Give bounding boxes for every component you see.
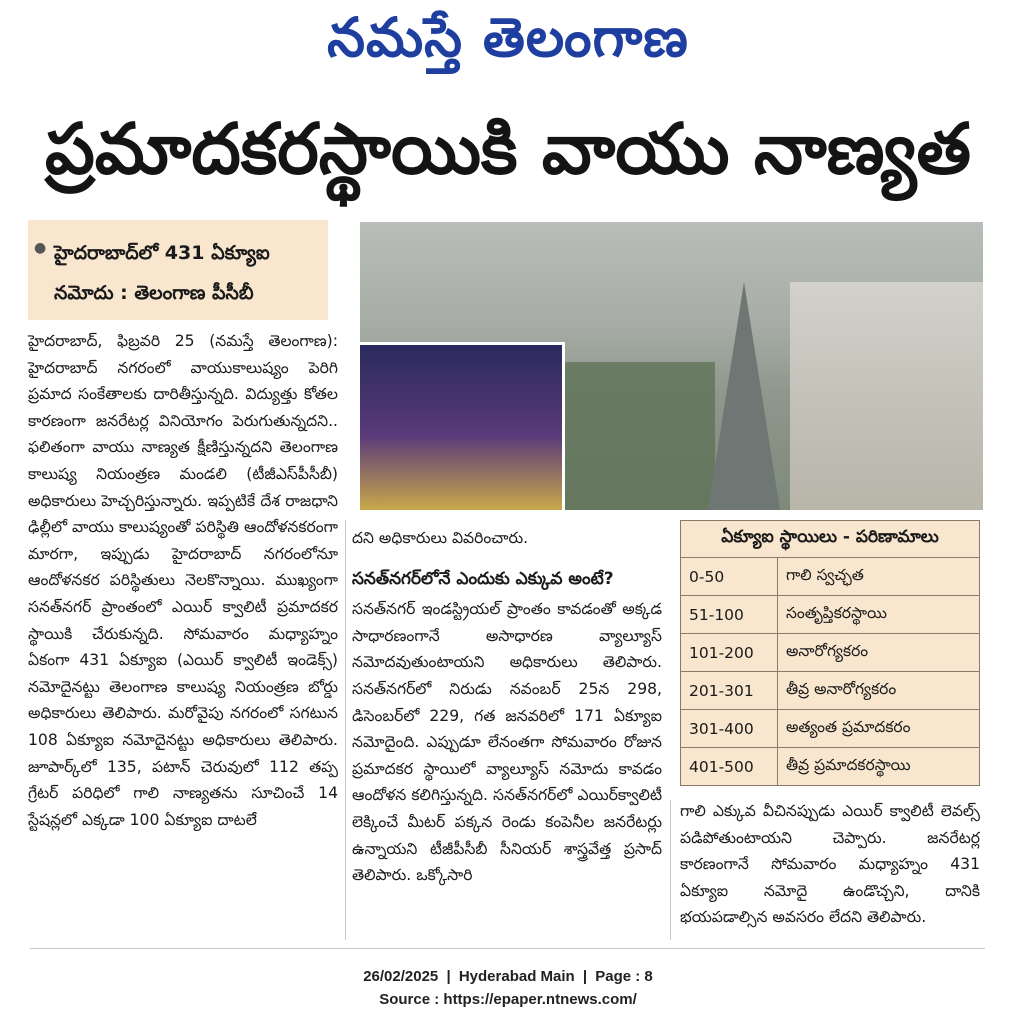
column-2-intro: దని అధికారులు వివరించారు. [352,529,529,547]
article-kicker [28,220,328,320]
aqi-label: గాలి స్వచ్ఛత [778,558,980,596]
article-column-2 [352,525,662,889]
column-divider [670,800,671,940]
footer-page: Page : 8 [595,968,653,985]
aqi-range: 401-500 [681,748,778,786]
photo-trees [565,362,715,510]
aqi-range: 101-200 [681,634,778,672]
article-headline: ప్రమాదకరస్థాయికి వాయు నాణ్యత [45,108,971,190]
article-subheading: సనత్‌నగర్‌లోనే ఎందుకు ఎక్కువ అంటే? [352,568,614,589]
bullet-icon: ● [34,240,47,256]
aqi-levels-table [680,520,980,786]
table-row [681,672,980,710]
aqi-label: సంతృప్తికరస్థాయి [778,596,980,634]
hyderabad-smog-photo [360,222,983,510]
photo-buildings [790,282,983,510]
column-divider [345,520,346,940]
column-2-text: సనత్‌నగర్ ఇండస్ట్రియల్ ప్రాంతం కావడంతో అక్కడ సాధారణంగానే అసాధారణ వ్యాల్యూస్ నమోదవుతుంటాయని అధికారులు తెలిపారు. సనత్‌నగర్‌లో నిరుడు నవంబర్ 25న 298, డిసెంబర్‌లో 229, గత జనవరిలో 171 ఏక్యూఐ నమోదైంది. ఎప్పుడూ లేనంతగా సోమవారం రోజున ప్రమాదకర స్థాయిలో వ్యాల్యూస్ నమోదు కావడం ఆందోళన కలిగిస్తున్నది. సనత్‌నగర్‌లో ఎయిర్‌క్వాలిటీ లెక్కించే మీటర్ పక్కన రెండు కంపెనీల జనరేటర్లు ఉన్నాయని టీజీపీసీబీ సీనియర్ శాస్త్రవేత్త ప్రసాద్ తెలిపారు. ఒక్కోసారి [352,600,662,885]
kicker-line-2: నమోదు : తెలంగాణ పీసీబీ [54,282,254,304]
newspaper-masthead: నమస్తే తెలంగాణ [327,6,689,69]
aqi-range: 301-400 [681,710,778,748]
aqi-label: అత్యంత ప్రమాదకరం [778,710,980,748]
article-column-1: హైదరాబాద్, ఫిబ్రవరి 25 (నమస్తే తెలంగాణ): హైదరాబాద్ నగరంలో వాయుకాలుష్యం పెరిగి ప్రమాద సంకేతాలకు దారితీస్తున్నది. విద్యుత్తు కోతల కారణంగా జనరేటర్ల వినియోగం పెరుగుతున్నదని.. ఫలితంగా వాయు నాణ్యత క్షీణిస్తున్నదని తెలంగాణ కాలుష్య నియంత్రణ మండలి (టీజీఎస్‌పీసీబీ) అధికారులు హెచ్చరిస్తున్నారు. ఇప్పటికే దేశ రాజధాని ఢిల్లీలో వాయు కాలుష్యంతో పరిస్థితి ఆందోళనకరంగా మారగా, ఇప్పుడు హైదరాబాద్ నగరంలోనూ ఆందోళనకర పరిస్థితులు నెలకొన్నాయి. ముఖ్యంగా సనత్‌నగర్ ప్రాంతంలో ఎయిర్ క్వాలిటీ ప్రమాదకర స్థాయికి చేరుకున్నది. సోమవారం మధ్యాహ్నం ఏకంగా 431 ఏక్యూఐ (ఎయిర్ క్వాలిటీ ఇండెక్స్) నమోదైనట్టు తెలంగాణ కాలుష్య నియంత్రణ బోర్డు అధికారులు తెలిపారు. మరోవైపు నగరంలో సగటున 108 ఏక్యూఐ నమోదైనట్టు అధికారులు తెలిపారు. జూపార్క్‌లో 135, పటాన్ చెరువులో 112 తప్ప గ్రేటర్ పరిధిలో గాలి నాణ్యతను సూచించే 14 స్టేషన్లలో ఎక్కడా 100 ఏక్యూఐ దాటలేే [28,332,338,829]
table-row [681,634,980,672]
table-row [681,596,980,634]
aqi-range: 201-301 [681,672,778,710]
aqi-label: తీవ్ర ప్రమాదకరస్థాయి [778,748,980,786]
charminar-inset-photo [360,342,565,510]
aqi-table-header: ఏక్యూఐ స్థాయిలు - పరిణామాలు [681,521,980,558]
kicker-line-1: హైదరాబాద్‌లో 431 ఏక్యూఐ [54,242,270,264]
footer-edition: Hyderabad Main [458,968,575,985]
footer-date: 26/02/2025 [363,968,439,985]
footer-source[interactable]: Source : https://epaper.ntnews.com/ [379,991,637,1008]
aqi-range: 0-50 [681,558,778,596]
table-row [681,748,980,786]
footer-rule [30,948,985,949]
aqi-range: 51-100 [681,596,778,634]
table-row [681,710,980,748]
article-column-3: గాలి ఎక్కువ వీచినప్పుడు ఎయిర్ క్వాలిటీ లెవల్స్ పడిపోతుంటాయని చెప్పారు. జనరేటర్ల కారణంగానే సోమవారం మధ్యాహ్నం 431 ఏక్యూఐ నమోదై ఉండొచ్చని, దానికి భయపడాల్సిన అవసరం లేదని తెలిపారు. [680,802,980,927]
table-row [681,558,980,596]
photo-flyover-road [708,282,780,510]
aqi-label: అనారోగ్యకరం [778,634,980,672]
aqi-label: తీవ్ర అనారోగ్యకరం [778,672,980,710]
footer-edition-line: 26/02/2025 | Hyderabad Main | Page : 8 [363,968,653,985]
